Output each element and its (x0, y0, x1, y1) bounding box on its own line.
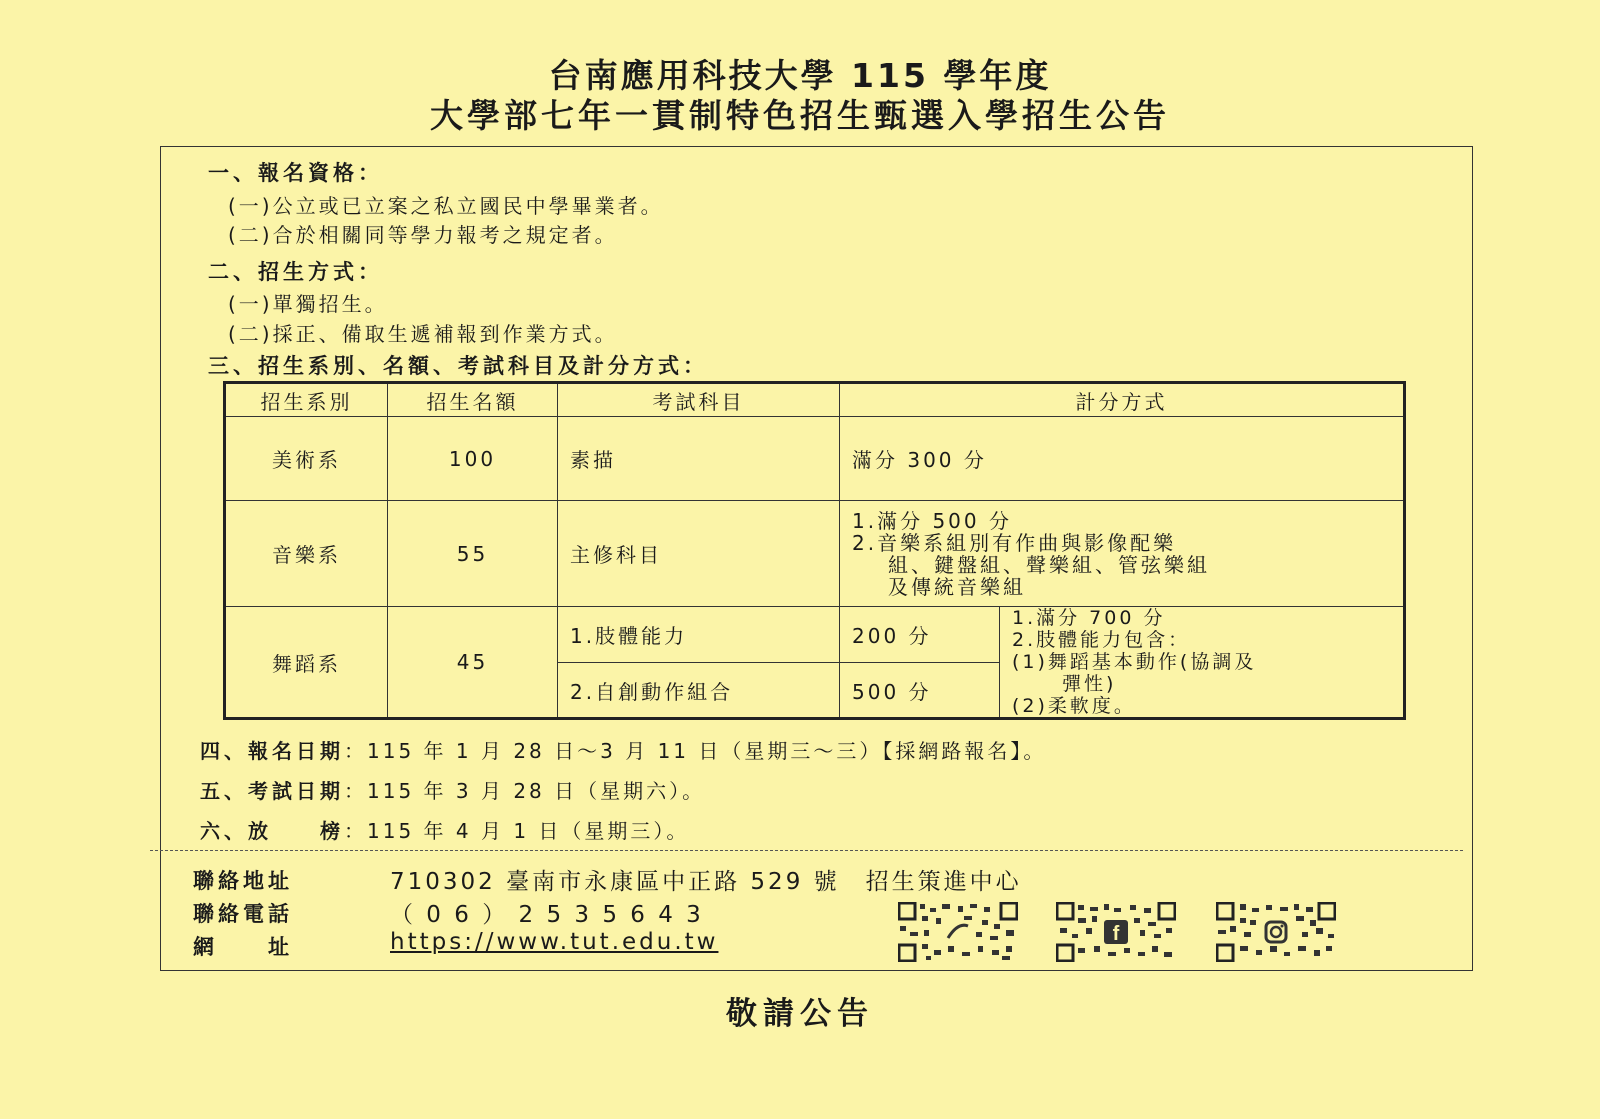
dance-subject-2: 2.自創動作組合 (558, 663, 840, 719)
music-score-line-2: 2.音樂系組別有作曲與影像配樂 (852, 530, 1177, 555)
dance-quota: 45 (388, 607, 558, 719)
exam-date-label: 五、考試日期 (200, 779, 344, 803)
phone-value: （ 0 6 ） 2 5 3 5 6 4 3 (390, 902, 704, 928)
section-3-heading: 三、招生系別、名額、考試科目及計分方式： (208, 354, 708, 378)
phone-label: 聯絡電話 (193, 902, 293, 926)
registration-date-value: ：115 年 1 月 28 日～3 月 11 日（星期三～三）【採網路報名】。 (344, 739, 1047, 763)
svg-text:f: f (1112, 923, 1120, 945)
website-link[interactable]: https://www.tut.edu.tw (390, 929, 719, 955)
dance-subject-1: 1.肢體能力 (558, 607, 840, 663)
result-date (200, 815, 689, 844)
result-date-value: ：115 年 4 月 1 日（星期三）。 (344, 819, 690, 843)
admission-table (223, 381, 1406, 720)
music-score-line-4: 及傳統音樂組 (888, 574, 1026, 599)
dance-note-line-3: (1)舞蹈基本動作(協調及 (1012, 651, 1257, 673)
section-2-item-2: (二)採正、備取生遞補報到作業方式。 (228, 322, 618, 346)
art-subject: 素描 (558, 417, 840, 501)
dance-note-line-5: (2)柔軟度。 (1012, 695, 1136, 717)
result-date-label: 六、放 榜 (200, 819, 344, 843)
dance-score-2: 500 分 (840, 663, 1000, 719)
header-subject: 考試科目 (558, 383, 840, 417)
dance-note (1000, 607, 1405, 719)
music-score-line-3: 組、鍵盤組、聲樂組、管弦樂組 (888, 552, 1210, 577)
address-label: 聯絡地址 (193, 869, 293, 893)
dance-dept: 舞蹈系 (225, 607, 388, 719)
qr-code-instagram[interactable] (1216, 902, 1336, 962)
table-row-dance-1 (225, 607, 1405, 663)
section-1-item-1: (一)公立或已立案之私立國民中學畢業者。 (228, 194, 664, 218)
title-line-1: 台南應用科技大學 115 學年度 (548, 56, 1052, 95)
dance-note-line-1: 1.滿分 700 分 (1012, 607, 1166, 629)
table-row-music (225, 501, 1405, 607)
registration-date (200, 735, 1046, 764)
registration-date-label: 四、報名日期 (200, 739, 344, 763)
music-subject: 主修科目 (558, 501, 840, 607)
section-1-heading: 一、報名資格： (208, 161, 383, 185)
music-score (840, 501, 1405, 607)
section-1-item-2: (二)合於相關同等學力報考之規定者。 (228, 223, 618, 247)
divider (150, 850, 1463, 851)
qr-code-facebook[interactable] (1056, 902, 1176, 962)
dance-note-line-4: 彈性) (1062, 673, 1117, 695)
header-dept: 招生系別 (225, 383, 388, 417)
section-2-item-1: (一)單獨招生。 (228, 292, 388, 316)
table-row-art (225, 417, 1405, 501)
dance-score-1: 200 分 (840, 607, 1000, 663)
table-header-row (225, 383, 1405, 417)
exam-date (200, 775, 705, 804)
web-label: 網 址 (193, 935, 293, 959)
address-value: 710302 臺南市永康區中正路 529 號 招生策進中心 (390, 869, 1022, 895)
music-dept: 音樂系 (225, 501, 388, 607)
art-dept: 美術系 (225, 417, 388, 501)
section-2-heading: 二、招生方式： (208, 260, 383, 284)
header-quota: 招生名額 (388, 383, 558, 417)
music-score-line-1: 1.滿分 500 分 (852, 508, 1012, 533)
art-quota: 100 (388, 417, 558, 501)
exam-date-value: ：115 年 3 月 28 日（星期六）。 (344, 779, 706, 803)
header-scoring: 計分方式 (840, 383, 1405, 417)
qr-code-website[interactable] (898, 902, 1018, 962)
music-quota: 55 (388, 501, 558, 607)
title-line-2: 大學部七年一貫制特色招生甄選入學招生公告 (430, 96, 1170, 135)
dance-note-line-2: 2.肢體能力包含： (1012, 629, 1191, 651)
closing-text: 敬請公告 (726, 996, 874, 1032)
art-score: 滿分 300 分 (840, 417, 1405, 501)
